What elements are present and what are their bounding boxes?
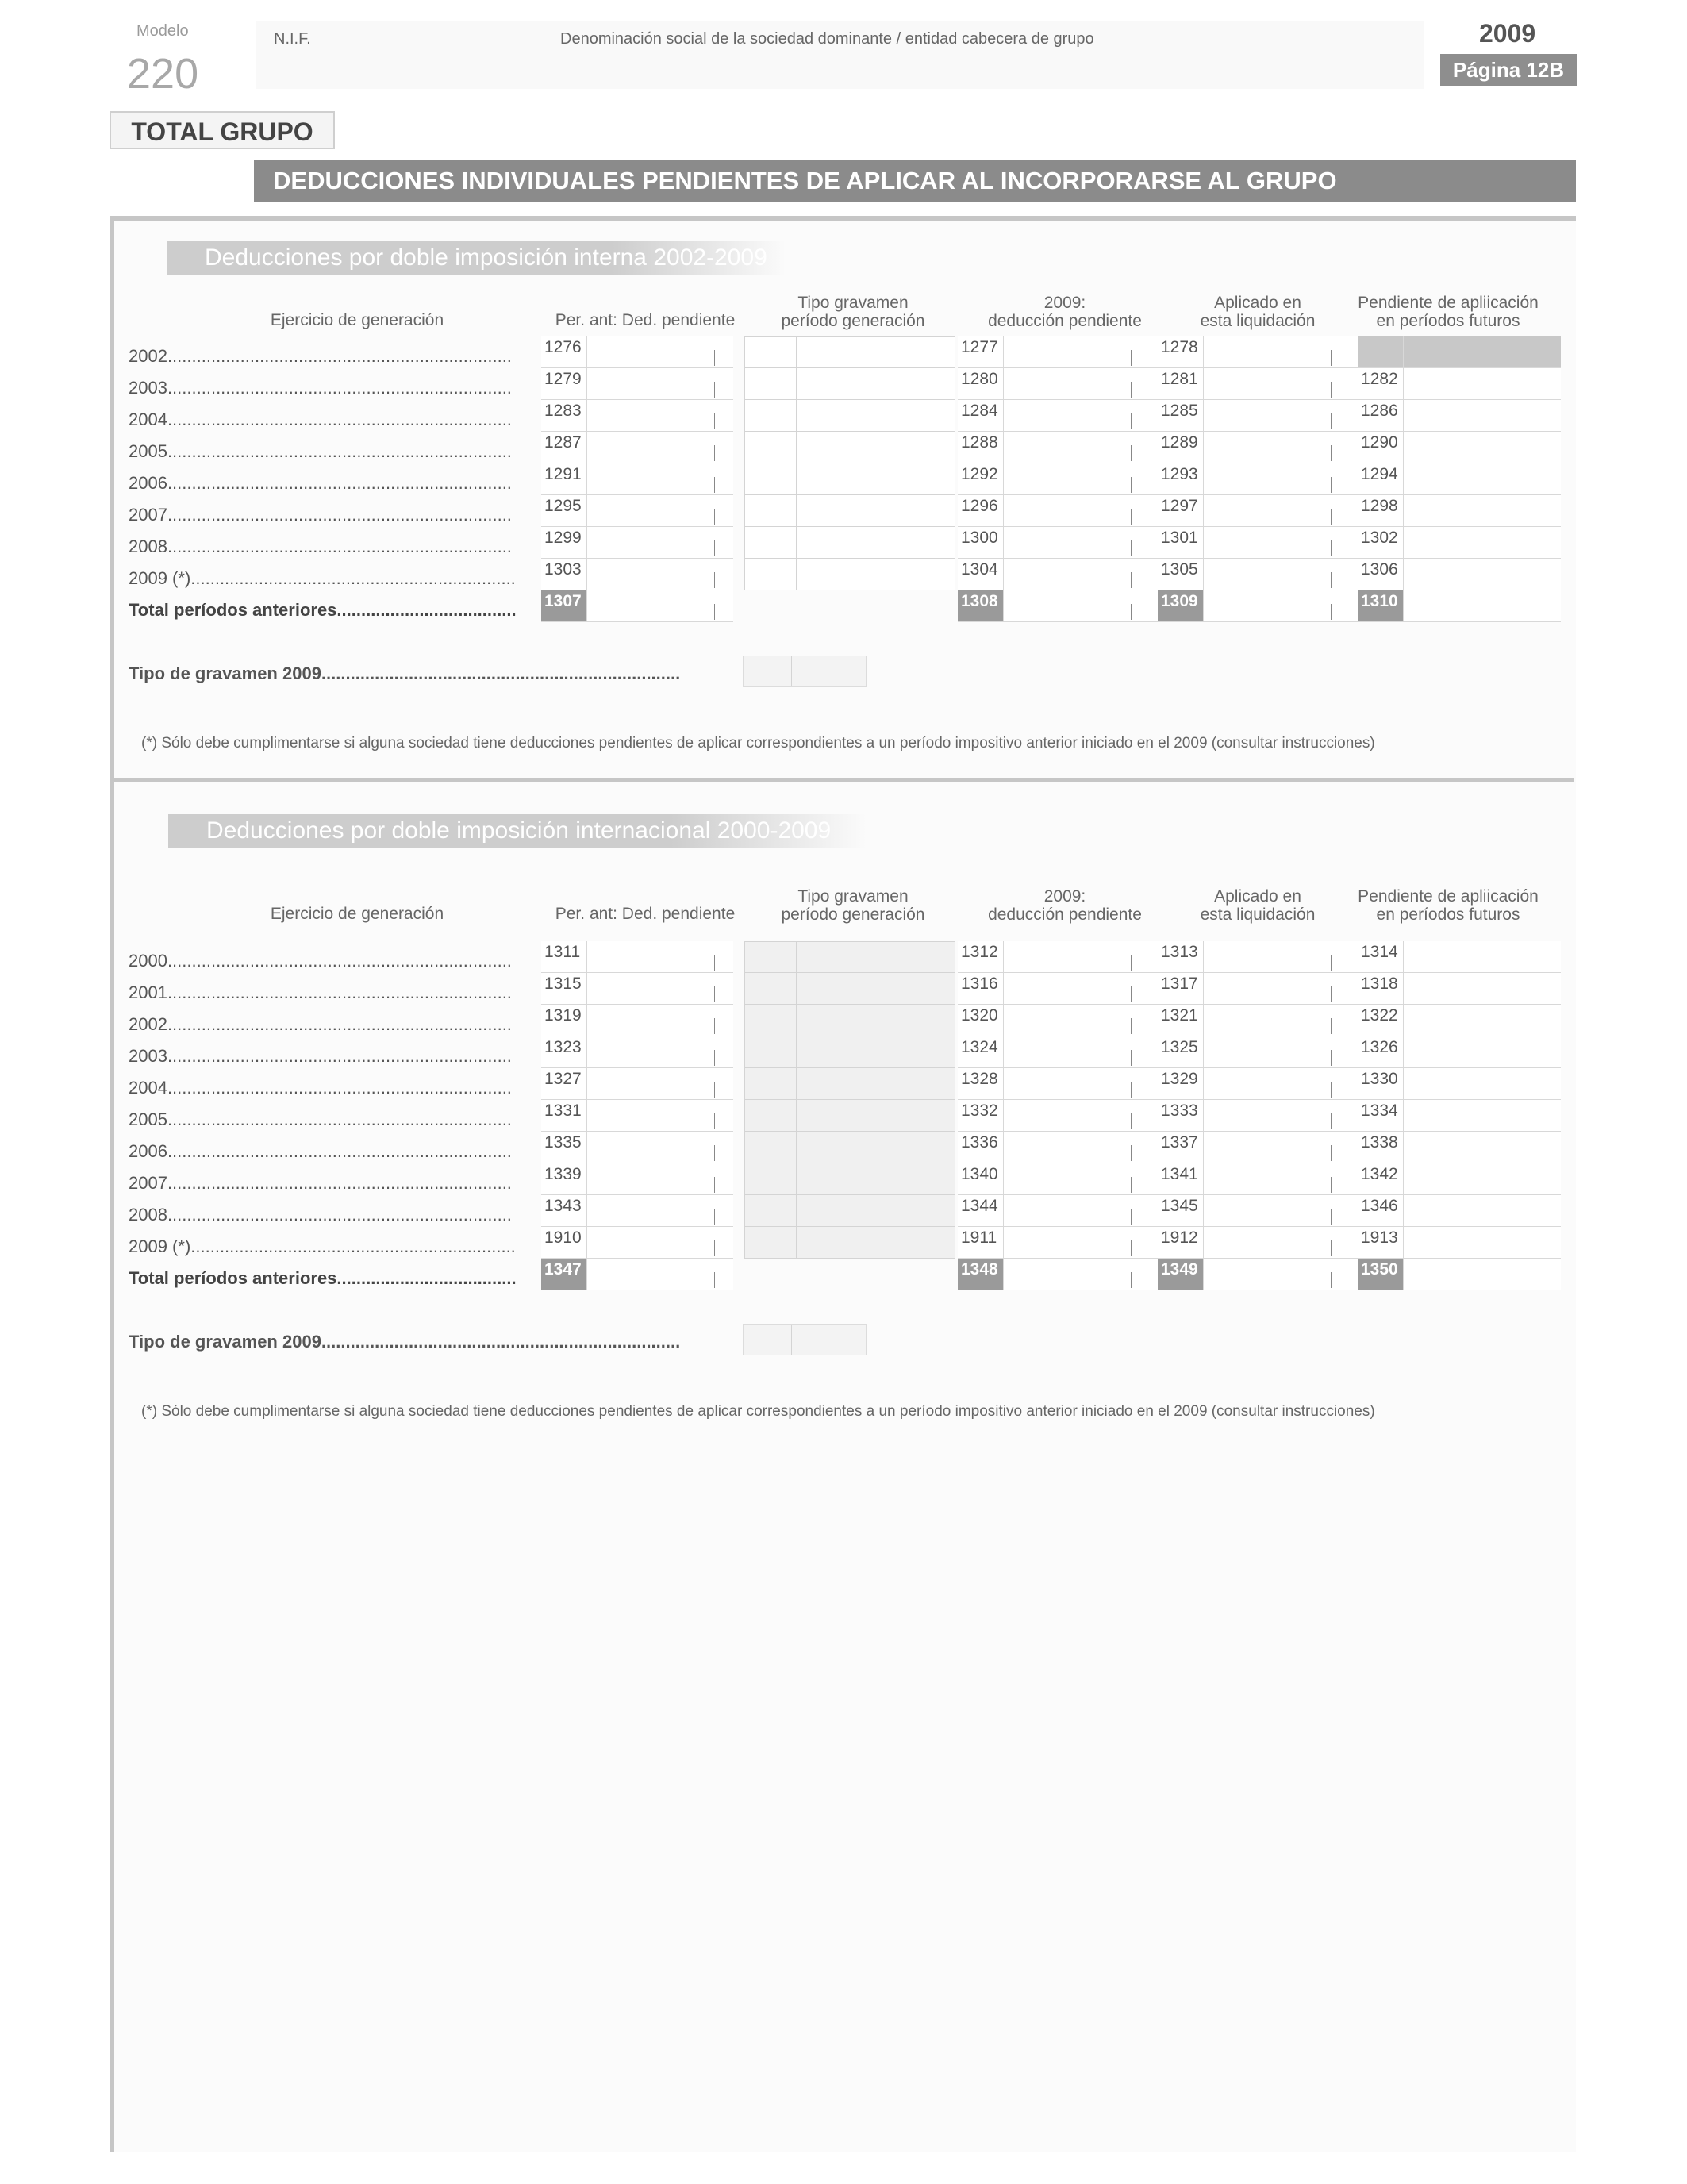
row-label: 2009 (*)................................................................... (129, 568, 516, 588)
box-code: 1281 (1158, 368, 1204, 399)
tipo-gravamen-field-2[interactable] (744, 400, 955, 432)
amount-field-total-3[interactable] (1158, 1259, 1358, 1290)
box-code: 1316 (958, 973, 1004, 1004)
total-row-label: Total períodos anteriores..................................... (129, 1268, 517, 1288)
row-label: 2007....................................................................... (129, 505, 512, 525)
amount-field-4-2[interactable] (958, 1068, 1158, 1100)
decimal-separator (714, 1050, 715, 1066)
box-code: 1301 (1158, 527, 1204, 558)
box-code: 1276 (541, 336, 587, 367)
amount-field-5-3[interactable] (1158, 1100, 1358, 1132)
box-code: 1911 (958, 1227, 1004, 1258)
total-row-label: Total períodos anteriores..................................... (129, 600, 517, 620)
total-grupo-label: TOTAL GRUPO (110, 111, 335, 149)
tipo-gravamen-2009-label: Tipo de gravamen 2009.......................................................................... (129, 663, 681, 683)
decimal-separator (714, 1209, 715, 1225)
decimal-separator (1331, 1145, 1332, 1161)
tipo-gravamen-field-5[interactable] (744, 1100, 955, 1132)
box-code: 1331 (541, 1100, 587, 1131)
decimal-separator (1331, 1272, 1332, 1288)
box-code: 1296 (958, 495, 1004, 526)
decimal-separator (1331, 604, 1332, 620)
amount-field-total-1[interactable] (541, 1259, 733, 1290)
tipo-gravamen-field-6[interactable] (744, 527, 955, 559)
amount-field-0-2[interactable] (958, 336, 1158, 368)
box-code: 1297 (1158, 495, 1204, 526)
box-code: 1290 (1358, 432, 1404, 463)
decimal-separator (714, 1113, 715, 1129)
decimal-separator (1131, 445, 1132, 461)
section-title: Deducciones por doble imposición internacional 2000-2009 (168, 814, 867, 848)
decimal-separator (1331, 1018, 1332, 1034)
amount-field-2-4[interactable] (1358, 400, 1561, 432)
amount-field-6-2[interactable] (958, 1132, 1158, 1163)
modelo-label: Modelo (136, 22, 189, 40)
amount-field-5-3[interactable] (1158, 495, 1358, 527)
amount-field-2-2[interactable] (958, 400, 1158, 432)
box-code: 1277 (958, 336, 1004, 367)
box-code: 1334 (1358, 1100, 1404, 1131)
amount-field-2-1[interactable] (541, 1005, 733, 1036)
col-header-ejercicio: Ejercicio de generación (270, 311, 444, 329)
decimal-separator (714, 445, 715, 461)
tipo-gravamen-field-0[interactable] (744, 336, 955, 368)
row-label: 2008....................................................................... (129, 1205, 512, 1225)
amount-field-5-2[interactable] (958, 1100, 1158, 1132)
decimal-separator (1331, 540, 1332, 556)
row-label: 2004....................................................................... (129, 410, 512, 429)
amount-field-5-4[interactable] (1358, 495, 1561, 527)
amount-field-2-1[interactable] (541, 400, 733, 432)
amount-field-4-2[interactable] (958, 463, 1158, 495)
tipo-gravamen-field-3[interactable] (744, 1036, 955, 1068)
amount-field-total-2[interactable] (958, 590, 1158, 622)
amount-field-3-4[interactable] (1358, 432, 1561, 463)
decimal-separator (1131, 509, 1132, 525)
decimal-separator (714, 540, 715, 556)
box-code: 1337 (1158, 1132, 1204, 1163)
box-code: 1343 (541, 1195, 587, 1226)
box-code: 1302 (1358, 527, 1404, 558)
amount-field-4-1[interactable] (541, 1068, 733, 1100)
box-code: 1305 (1158, 559, 1204, 590)
box-code: 1347 (541, 1259, 587, 1290)
decimal-separator (714, 955, 715, 971)
denominacion-label: Denominación social de la sociedad dominante / entidad cabecera de grupo (560, 30, 1094, 48)
box-code: 1279 (541, 368, 587, 399)
amount-field-3-3[interactable] (1158, 432, 1358, 463)
col-header-deduccion: 2009: deducción pendiente (988, 294, 1142, 330)
box-code: 1309 (1158, 590, 1204, 621)
tipo-gravamen-field-4[interactable] (744, 463, 955, 495)
decimal-separator (714, 1018, 715, 1034)
section-separator (114, 778, 1574, 782)
box-code: 1295 (541, 495, 587, 526)
amount-field-7-3[interactable] (1158, 1163, 1358, 1195)
box-code: 1328 (958, 1068, 1004, 1099)
col-header-per-ant: Per. ant: Ded. pendiente (555, 311, 736, 329)
decimal-separator (714, 986, 715, 1002)
tipo-gravamen-field-2[interactable] (744, 1005, 955, 1036)
box-code: 1294 (1358, 463, 1404, 494)
box-code: 1336 (958, 1132, 1004, 1163)
box-code: 1350 (1358, 1259, 1404, 1290)
decimal-separator (1331, 1050, 1332, 1066)
amount-field-total-2[interactable] (958, 1259, 1158, 1290)
box-code: 1348 (958, 1259, 1004, 1290)
col-header-pendiente: Pendiente de apliicación en períodos futuros (1358, 887, 1539, 924)
decimal-separator (714, 413, 715, 429)
box-code: 1346 (1358, 1195, 1404, 1226)
decimal-separator (1131, 1240, 1132, 1256)
modelo-number: 220 (127, 50, 199, 98)
tipo-gravamen-field-3[interactable] (744, 432, 955, 463)
page-label: Página 12B (1440, 54, 1577, 86)
amount-field-7-2[interactable] (958, 1163, 1158, 1195)
amount-field-4-1[interactable] (541, 463, 733, 495)
amount-field-4-4[interactable] (1358, 463, 1561, 495)
amount-field-2-2[interactable] (958, 1005, 1158, 1036)
amount-field-1-4[interactable] (1358, 368, 1561, 400)
amount-field-3-3[interactable] (1158, 1036, 1358, 1068)
box-code: 1286 (1358, 400, 1404, 431)
tipo-gravamen-field-6[interactable] (744, 1132, 955, 1163)
decimal-separator (1131, 1209, 1132, 1225)
amount-field-5-4[interactable] (1358, 1100, 1561, 1132)
amount-field-0-3[interactable] (1158, 336, 1358, 368)
tipo-gravamen-2009-field[interactable] (743, 656, 867, 687)
amount-field-9-4[interactable] (1358, 1227, 1561, 1259)
row-label: 2005....................................................................... (129, 1109, 512, 1129)
amount-field-0-4 (1358, 336, 1561, 368)
box-code: 1329 (1158, 1068, 1204, 1099)
decimal-separator (714, 604, 715, 620)
amount-field-6-1[interactable] (541, 1132, 733, 1163)
decimal-separator (714, 1177, 715, 1193)
tipo-gravamen-field-5[interactable] (744, 495, 955, 527)
decimal-separator (1131, 413, 1132, 429)
decimal-separator (1331, 1082, 1332, 1098)
box-code: 1338 (1358, 1132, 1404, 1163)
row-label: 2005....................................................................... (129, 441, 512, 461)
col-header-aplicado: Aplicado en esta liquidación (1200, 294, 1316, 330)
row-label: 2002....................................................................... (129, 346, 512, 366)
tipo-gravamen-2009-label: Tipo de gravamen 2009.......................................................................... (129, 1332, 681, 1352)
box-code: 1299 (541, 527, 587, 558)
amount-field-6-1[interactable] (541, 527, 733, 559)
box-code: 1332 (958, 1100, 1004, 1131)
amount-field-4-4[interactable] (1358, 1068, 1561, 1100)
row-label: 2003....................................................................... (129, 1046, 512, 1066)
col-header-per-ant: Per. ant: Ded. pendiente (555, 905, 736, 923)
box-code: 1342 (1358, 1163, 1404, 1194)
amount-field-5-1[interactable] (541, 495, 733, 527)
amount-field-6-4[interactable] (1358, 527, 1561, 559)
amount-field-6-3[interactable] (1158, 527, 1358, 559)
amount-field-8-1[interactable] (541, 1195, 733, 1227)
tipo-gravamen-field-8[interactable] (744, 1195, 955, 1227)
box-code: 1313 (1158, 941, 1204, 972)
decimal-separator (1331, 1177, 1332, 1193)
box-code: 1325 (1158, 1036, 1204, 1067)
box-code: 1310 (1358, 590, 1404, 621)
box-code: 1293 (1158, 463, 1204, 494)
amount-field-1-1[interactable] (541, 368, 733, 400)
amount-field-5-1[interactable] (541, 1100, 733, 1132)
box-code: 1327 (541, 1068, 587, 1099)
decimal-separator (1131, 572, 1132, 588)
amount-field-7-1[interactable] (541, 1163, 733, 1195)
amount-field-3-2[interactable] (958, 432, 1158, 463)
decimal-separator (1131, 604, 1132, 620)
amount-field-4-3[interactable] (1158, 463, 1358, 495)
footnote: (*) Sólo debe cumplimentarse si alguna sociedad tiene deducciones pendientes de aplicar correspondientes a un período impositivo anterior iniciado en el 2009 (consultar instrucciones) (141, 735, 1375, 752)
decimal-separator (1331, 986, 1332, 1002)
form-year: 2009 (1479, 19, 1536, 48)
amount-field-0-1[interactable] (541, 941, 733, 973)
decimal-separator (1131, 477, 1132, 493)
box-code: 1349 (1158, 1259, 1204, 1290)
box-code: 1335 (541, 1132, 587, 1163)
amount-field-8-4[interactable] (1358, 1195, 1561, 1227)
amount-field-6-4[interactable] (1358, 1132, 1561, 1163)
decimal-separator (714, 477, 715, 493)
amount-field-7-3[interactable] (1158, 559, 1358, 590)
amount-field-1-2[interactable] (958, 973, 1158, 1005)
amount-field-7-4[interactable] (1358, 559, 1561, 590)
decimal-separator (1131, 350, 1132, 366)
amount-field-8-3[interactable] (1158, 1195, 1358, 1227)
decimal-separator (714, 509, 715, 525)
box-code: 1285 (1158, 400, 1204, 431)
box-code: 1341 (1158, 1163, 1204, 1194)
box-code: 1340 (958, 1163, 1004, 1194)
amount-field-2-3[interactable] (1158, 400, 1358, 432)
row-label: 2008....................................................................... (129, 536, 512, 556)
amount-field-3-1[interactable] (541, 432, 733, 463)
amount-field-9-1[interactable] (541, 1227, 733, 1259)
box-code: 1303 (541, 559, 587, 590)
row-label: 2006....................................................................... (129, 473, 512, 493)
col-header-tipo: Tipo gravamen período generación (781, 294, 925, 330)
amount-field-total-4[interactable] (1358, 1259, 1561, 1290)
box-code: 1304 (958, 559, 1004, 590)
col-header-deduccion: 2009: deducción pendiente (988, 887, 1142, 924)
box-code: 1289 (1158, 432, 1204, 463)
box-code: 1910 (541, 1227, 587, 1258)
box-code: 1319 (541, 1005, 587, 1036)
amount-field-7-1[interactable] (541, 559, 733, 590)
box-code: 1315 (541, 973, 587, 1004)
box-code: 1284 (958, 400, 1004, 431)
tipo-gravamen-field-4[interactable] (744, 1068, 955, 1100)
box-code: 1308 (958, 590, 1004, 621)
box-code: 1287 (541, 432, 587, 463)
col-header-ejercicio: Ejercicio de generación (270, 905, 444, 923)
box-code: 1345 (1158, 1195, 1204, 1226)
box-code: 1317 (1158, 973, 1204, 1004)
box-code (1358, 336, 1404, 367)
box-code: 1288 (958, 432, 1004, 463)
tipo-gravamen-2009-field[interactable] (743, 1324, 867, 1355)
box-code: 1300 (958, 527, 1004, 558)
row-label: 2009 (*)................................................................... (129, 1236, 516, 1256)
amount-field-6-2[interactable] (958, 527, 1158, 559)
decimal-separator (1131, 382, 1132, 398)
amount-field-total-4[interactable] (1358, 590, 1561, 622)
section-title: Deducciones por doble imposición interna 2002-2009 (167, 241, 786, 275)
decimal-separator (1331, 509, 1332, 525)
row-label: 2002....................................................................... (129, 1014, 512, 1034)
box-code: 1278 (1158, 336, 1204, 367)
box-code: 1339 (541, 1163, 587, 1194)
decimal-separator (1331, 382, 1332, 398)
decimal-separator (1331, 572, 1332, 588)
nif-label: N.I.F. (274, 30, 311, 48)
decimal-separator (714, 382, 715, 398)
footnote: (*) Sólo debe cumplimentarse si alguna sociedad tiene deducciones pendientes de aplicar correspondientes a un período impositivo anterior iniciado en el 2009 (consultar instrucciones) (141, 1403, 1375, 1420)
decimal-separator (1331, 445, 1332, 461)
box-code: 1283 (541, 400, 587, 431)
decimal-separator (1331, 1113, 1332, 1129)
amount-field-2-4[interactable] (1358, 1005, 1561, 1036)
decimal-separator (1131, 1272, 1132, 1288)
amount-field-0-4[interactable] (1358, 941, 1561, 973)
amount-field-9-2[interactable] (958, 1227, 1158, 1259)
row-label: 2006....................................................................... (129, 1141, 512, 1161)
amount-field-3-2[interactable] (958, 1036, 1158, 1068)
decimal-separator (1331, 955, 1332, 971)
amount-field-total-1[interactable] (541, 590, 733, 622)
decimal-separator (714, 1240, 715, 1256)
box-code: 1314 (1358, 941, 1404, 972)
row-label: 2004....................................................................... (129, 1078, 512, 1098)
tipo-gravamen-field-0[interactable] (744, 941, 955, 973)
box-code: 1330 (1358, 1068, 1404, 1099)
box-code: 1912 (1158, 1227, 1204, 1258)
decimal-separator (714, 350, 715, 366)
amount-field-7-4[interactable] (1358, 1163, 1561, 1195)
decimal-separator (714, 1272, 715, 1288)
amount-field-0-3[interactable] (1158, 941, 1358, 973)
box-code: 1282 (1358, 368, 1404, 399)
decimal-separator (1331, 1209, 1332, 1225)
box-code: 1323 (541, 1036, 587, 1067)
box-code: 1311 (541, 941, 587, 972)
decimal-separator (1131, 540, 1132, 556)
tipo-gravamen-field-1[interactable] (744, 973, 955, 1005)
decimal-separator (1331, 1240, 1332, 1256)
decimal-separator (1131, 1082, 1132, 1098)
amount-field-3-1[interactable] (541, 1036, 733, 1068)
box-code: 1320 (958, 1005, 1004, 1036)
frame-left-border (110, 216, 114, 2152)
decimal-separator (714, 572, 715, 588)
box-code: 1326 (1358, 1036, 1404, 1067)
decimal-separator (1131, 1018, 1132, 1034)
box-code: 1322 (1358, 1005, 1404, 1036)
decimal-separator (1131, 1145, 1132, 1161)
decimal-separator (1131, 1177, 1132, 1193)
decimal-separator (1331, 413, 1332, 429)
decimal-separator (714, 1082, 715, 1098)
amount-field-1-2[interactable] (958, 368, 1158, 400)
tipo-gravamen-field-1[interactable] (744, 368, 955, 400)
row-label: 2000....................................................................... (129, 951, 512, 971)
box-code: 1292 (958, 463, 1004, 494)
row-label: 2003....................................................................... (129, 378, 512, 398)
decimal-separator (1131, 955, 1132, 971)
tipo-gravamen-field-9[interactable] (744, 1227, 955, 1259)
decimal-separator (714, 1145, 715, 1161)
amount-field-0-2[interactable] (958, 941, 1158, 973)
amount-field-3-4[interactable] (1358, 1036, 1561, 1068)
row-label: 2007....................................................................... (129, 1173, 512, 1193)
box-code: 1913 (1358, 1227, 1404, 1258)
box-code: 1312 (958, 941, 1004, 972)
box-code: 1307 (541, 590, 587, 621)
amount-field-5-2[interactable] (958, 495, 1158, 527)
box-code: 1280 (958, 368, 1004, 399)
box-code: 1298 (1358, 495, 1404, 526)
decimal-separator (1331, 477, 1332, 493)
box-code: 1324 (958, 1036, 1004, 1067)
tipo-gravamen-field-7[interactable] (744, 1163, 955, 1195)
amount-field-1-1[interactable] (541, 973, 733, 1005)
row-label: 2001....................................................................... (129, 982, 512, 1002)
decimal-separator (1131, 1113, 1132, 1129)
amount-field-total-3[interactable] (1158, 590, 1358, 622)
decimal-separator (1131, 986, 1132, 1002)
amount-field-1-3[interactable] (1158, 368, 1358, 400)
col-header-tipo: Tipo gravamen período generación (781, 887, 925, 924)
amount-field-0-1[interactable] (541, 336, 733, 368)
tipo-gravamen-field-7[interactable] (744, 559, 955, 590)
amount-field-1-3[interactable] (1158, 973, 1358, 1005)
amount-field-2-3[interactable] (1158, 1005, 1358, 1036)
amount-field-6-3[interactable] (1158, 1132, 1358, 1163)
col-header-pendiente: Pendiente de apliicación en períodos futuros (1358, 294, 1539, 330)
decimal-separator (1331, 350, 1332, 366)
amount-field-1-4[interactable] (1358, 973, 1561, 1005)
main-title: DEDUCCIONES INDIVIDUALES PENDIENTES DE APLICAR AL INCORPORARSE AL GRUPO (254, 160, 1576, 202)
amount-field-8-2[interactable] (958, 1195, 1158, 1227)
box-code: 1333 (1158, 1100, 1204, 1131)
box-code: 1291 (541, 463, 587, 494)
amount-field-7-2[interactable] (958, 559, 1158, 590)
box-code: 1344 (958, 1195, 1004, 1226)
col-header-aplicado: Aplicado en esta liquidación (1200, 887, 1316, 924)
frame-top-border (110, 216, 1576, 221)
box-code: 1321 (1158, 1005, 1204, 1036)
decimal-separator (1131, 1050, 1132, 1066)
amount-field-9-3[interactable] (1158, 1227, 1358, 1259)
box-code: 1318 (1358, 973, 1404, 1004)
box-code: 1306 (1358, 559, 1404, 590)
amount-field-4-3[interactable] (1158, 1068, 1358, 1100)
